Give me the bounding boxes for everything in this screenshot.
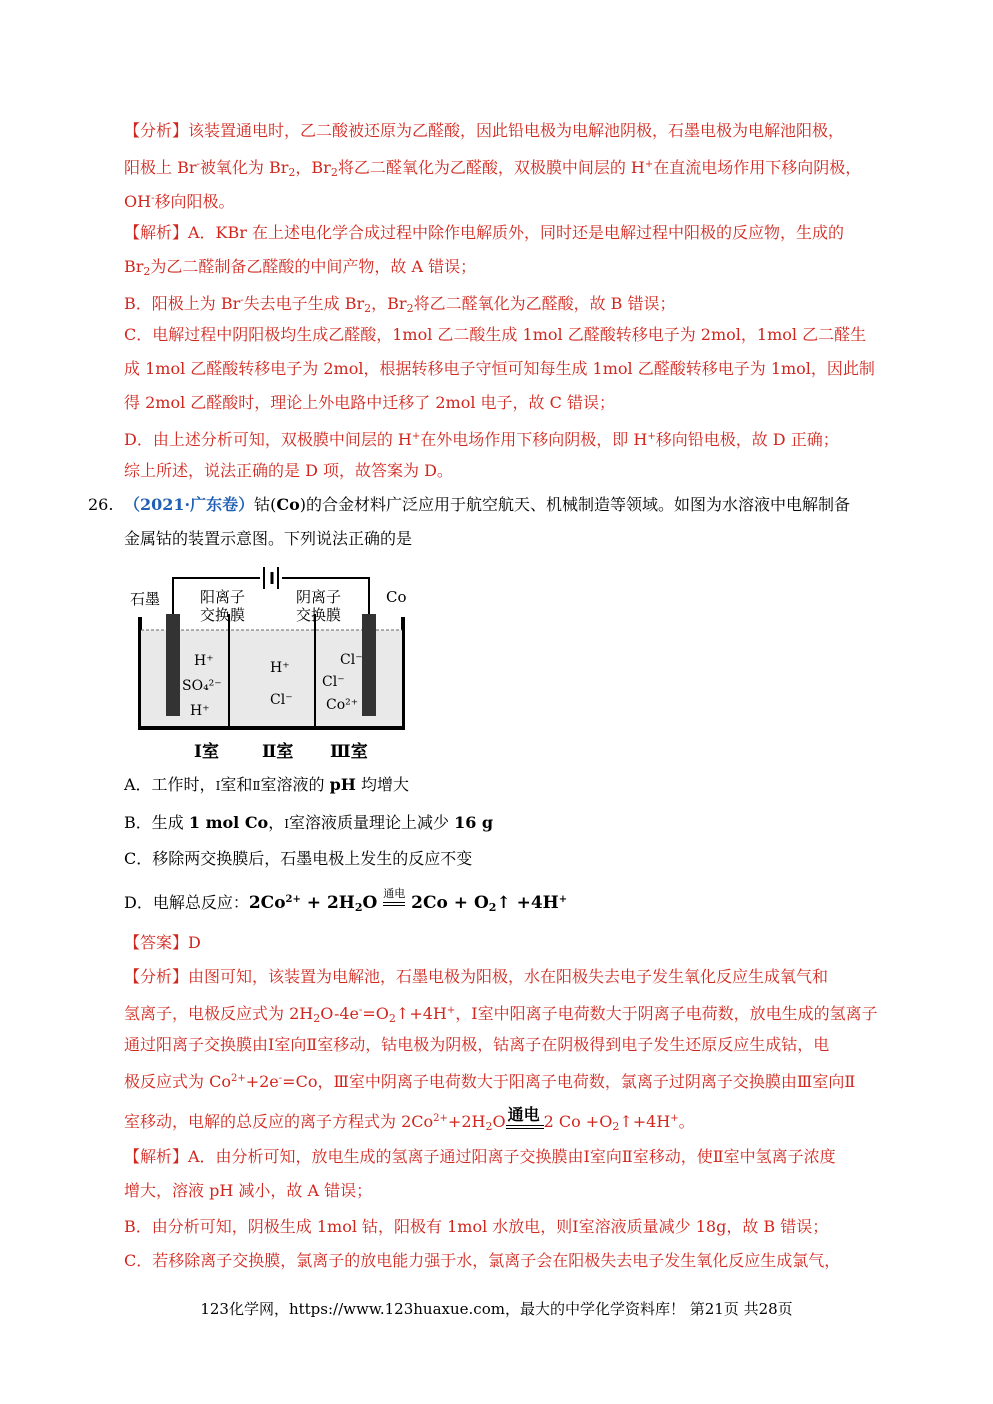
question-line1: （2021·广东卷）钴(Co)的合金材料广泛应用于航空航天、机械制造等领域。如图为水溶液中电解制备 <box>124 495 851 514</box>
analysis2-line4: 极反应式为 $Co^{2+}+2e^-=Co$，Ⅲ室中阴离子电荷数大于阳离子电荷数，氯离子过阴离子交换膜由Ⅲ室向Ⅱ <box>124 1072 856 1091</box>
analysis1-line1: 【分析】该装置通电时，乙二酸被还原为乙醛酸，因此铅电极为电解池阴极，石墨电极为电解池阳极， <box>124 121 845 140</box>
room2-ion-2: Cl⁻ <box>270 692 293 708</box>
question-line2: 金属钴的装置示意图。下列说法正确的是 <box>124 529 413 548</box>
co-electrode <box>362 614 376 716</box>
label-graphite: 石墨 <box>130 590 161 608</box>
room3-ion-3: Co²⁺ <box>326 697 359 713</box>
explain1-line7: D．由上述分析可知，双极膜中间层的 H+在外电场作用下移向阴极，即 H+移向铅电极，故 D 正确； <box>124 430 839 449</box>
label-co: Co <box>386 588 407 606</box>
explain1-line1: 【解析】A．KBr 在上述电化学合成过程中除作电解质外，同时还是电解过程中阳极的反应物，生成的 <box>124 223 845 242</box>
room-label-1: Ⅰ室 <box>194 742 219 762</box>
condition-label: 通电 <box>383 887 406 900</box>
explain1-line5: 成 1mol 乙醛酸转移电子为 2mol，根据转移电子守恒可知每生成 1mol 乙醛酸转移电子为 1mol，因此制 <box>124 359 875 378</box>
label-cation-membrane-2: 交换膜 <box>200 606 246 624</box>
room1-ion-3: H⁺ <box>190 703 210 719</box>
room-label-2: Ⅱ室 <box>262 742 294 762</box>
analysis1-line3: OH-移向阳极。 <box>124 192 235 211</box>
explain1-line6: 得 2mol 乙醛酸时，理论上外电路中迁移了 2mol 电子，故 C 错误； <box>124 393 615 412</box>
option-a: A．工作时，Ⅰ室和Ⅱ室溶液的 pH 均增大 <box>124 775 409 794</box>
explain1-line4: C．电解过程中阴阳极均生成乙醛酸，1mol 乙二酸生成 1mol 乙醛酸转移电子为 2mol，1mol 乙二醛生 <box>124 325 867 344</box>
analysis2-line1: 【分析】由图可知，该装置为电解池，石墨电极为阳极，水在阳极失去电子发生氧化反应生成氧气和 <box>124 967 829 986</box>
room-label-3: Ⅲ室 <box>330 742 368 762</box>
explain1-line8: 综上所述，说法正确的是 D 项，故答案为 D。 <box>124 461 453 480</box>
option-c: C．移除两交换膜后，石墨电极上发生的反应不变 <box>124 849 473 868</box>
option-b: B．生成 1 mol Co，Ⅰ室溶液质量理论上减少 16 g <box>124 813 494 832</box>
room3-ion-1: Cl⁻ <box>340 652 363 668</box>
room3-ion-2: Cl⁻ <box>322 674 345 690</box>
graphite-electrode <box>166 614 180 716</box>
analysis1-line2: 阳极上 Br-被氧化为 $Br_2$，$Br_2$将乙二醛氧化为乙醛酸，双极膜中间层的 H+在直流电场作用下移向阴极， <box>124 158 862 179</box>
label-anion-membrane-2: 交换膜 <box>296 606 342 624</box>
analysis2-line3: 通过阳离子交换膜由Ⅰ室向Ⅱ室移动，钴电极为阴极，钴离子在阴极得到电子发生还原反应生成钴，电 <box>124 1035 830 1054</box>
analysis2-line5: 室移动，电解的总反应的离子方程式为 $2Co^{2+}+2H_2O$ 通电 2 $Co +O_2↑+4H^+$。 <box>124 1105 695 1133</box>
explain2-line2: 增大，溶液 pH 减小，故 A 错误； <box>124 1181 373 1200</box>
explain2-line4: C．若移除离子交换膜，氯离子的放电能力强于水，氯离子会在阳极失去电子发生氧化反应生成氯气， <box>124 1251 841 1270</box>
option-d: D．电解总反应：$2Co^{2+} + 2H_2O$ 通电 $2Co + O_2↑ +4H^+$ <box>124 890 567 918</box>
question-number: 26. <box>88 495 114 514</box>
room1-ion-1: H⁺ <box>194 653 214 669</box>
page-footer: 123化学网，https://www.123huaxue.com，最大的中学化学资料库！ 第21页 共28页 <box>200 1300 793 1318</box>
explain2-line1: 【解析】A．由分析可知，放电生成的氢离子通过阳离子交换膜由Ⅰ室向Ⅱ室移动，使Ⅱ室中氢离子浓度 <box>124 1147 836 1166</box>
analysis2-line2: 氢离子，电极反应式为 $2H_2O-4e^-=O_2↑+4H^+$，Ⅰ室中阳离子电荷数大于阴离子电荷数，放电生成的氢离子 <box>124 1004 878 1025</box>
explain2-line3: B．由分析可知，阴极生成 1mol 钴，阳极有 1mol 水放电，则Ⅰ室溶液质量减少 18g，故 B 错误； <box>124 1217 829 1236</box>
explain1-line3: B．阳极上为 Br-失去电子生成 $Br_2$，$Br_2$将乙二醛氧化为乙醛酸，故 B 错误； <box>124 294 676 315</box>
condition-label-2: 通电 <box>507 1105 540 1124</box>
room2-ion-1: H⁺ <box>270 660 290 676</box>
explain1-line2: $Br_2$为乙二醛制备乙醛酸的中间产物，故 A 错误； <box>124 257 477 278</box>
room1-ion-2: SO₄²⁻ <box>182 678 222 694</box>
answer: 【答案】D <box>124 933 201 952</box>
question-source: （2021·广东卷） <box>124 495 255 514</box>
label-cation-membrane-1: 阳离子 <box>200 588 246 606</box>
label-anion-membrane-1: 阴离子 <box>296 588 342 606</box>
electrolysis-diagram <box>126 562 416 766</box>
